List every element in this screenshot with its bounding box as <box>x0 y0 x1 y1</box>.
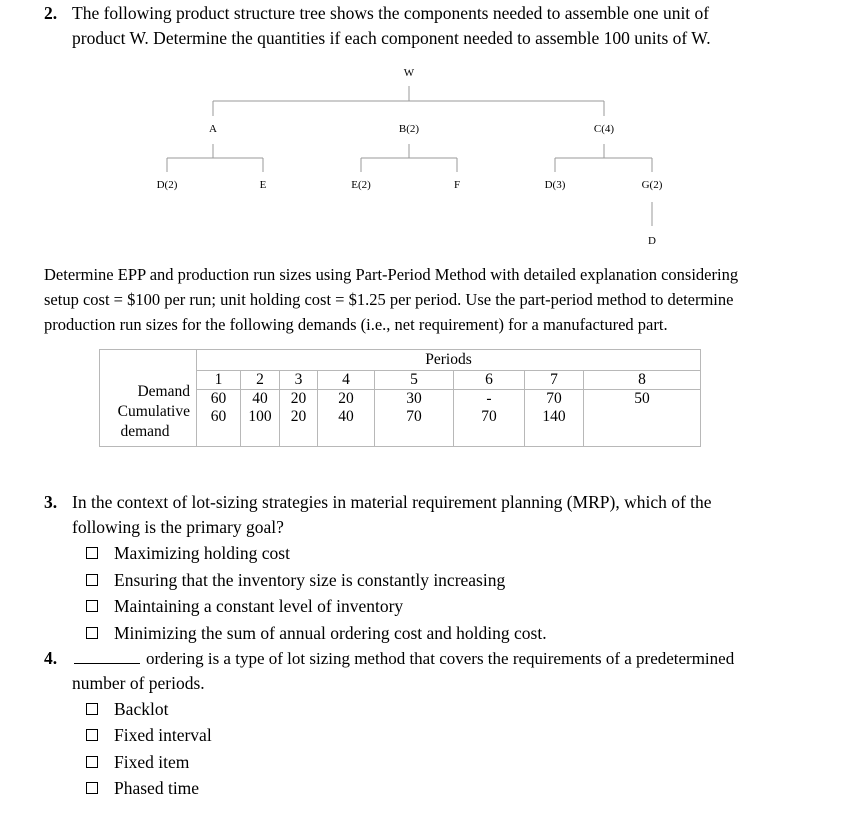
demand-cell: 20 <box>318 390 375 409</box>
question-3-line-2: following is the primary goal? <box>72 517 284 537</box>
checkbox[interactable] <box>86 782 98 794</box>
q4-option-3[interactable] <box>86 750 189 774</box>
checkbox[interactable] <box>86 574 98 586</box>
tree-node-b: B(2) <box>398 123 420 135</box>
epp-line-1: Determine EPP and production run sizes using Part-Period Method with detailed explanation considering <box>44 265 739 284</box>
q4-option-3-label: Fixed item <box>114 752 190 772</box>
demand-cell: 30 <box>375 390 454 409</box>
cumulative-cell <box>584 408 701 447</box>
cumulative-cell: 20 <box>280 408 318 447</box>
demand-cell: 20 <box>280 390 318 409</box>
q4-option-1[interactable] <box>86 697 168 721</box>
checkbox[interactable] <box>86 600 98 612</box>
q3-option-2-label: Ensuring that the inventory size is constantly increasing <box>114 570 506 590</box>
question-3 <box>44 490 712 515</box>
demand-label: Demand <box>137 383 190 400</box>
demand-cell: 70 <box>525 390 584 409</box>
question-4 <box>44 646 735 671</box>
question-4-line-1: ordering is a type of lot sizing method that covers the requirements of a predetermined <box>146 649 735 668</box>
checkbox[interactable] <box>86 703 98 715</box>
tree-node-g2: G(2) <box>641 179 663 191</box>
q4-option-2-label: Fixed interval <box>114 725 212 745</box>
q3-option-1-label: Maximizing holding cost <box>114 543 290 563</box>
period-cell: 4 <box>318 371 375 390</box>
cumulative-cell: 140 <box>525 408 584 447</box>
table-header-periods: Periods <box>197 350 701 371</box>
tree-node-d3: D(3) <box>544 179 566 191</box>
period-cell: 5 <box>375 371 454 390</box>
cumulative-cell: 60 <box>197 408 241 447</box>
question-4-number: 4. <box>44 648 58 668</box>
answer-blank[interactable] <box>74 647 140 664</box>
cumulative-cell: 70 <box>454 408 525 447</box>
question-2-line-2: product W. Determine the quantities if each component needed to assemble 100 units of W. <box>72 28 711 48</box>
tree-node-c: C(4) <box>593 123 615 135</box>
q3-option-3-label: Maintaining a constant level of inventory <box>114 596 404 616</box>
demand-cell: 50 <box>584 390 701 409</box>
question-3-line-1: In the context of lot-sizing strategies in material requirement planning (MRP), which of the <box>72 492 712 512</box>
q4-option-4[interactable] <box>86 776 199 800</box>
q3-option-4[interactable] <box>86 621 547 645</box>
cumulative-label-2: demand <box>120 423 170 440</box>
tree-node-e: E <box>259 179 267 191</box>
epp-line-2: setup cost = $100 per run; unit holding cost = $1.25 per period. Use the part-period method to determine <box>44 290 734 309</box>
demand-cell: - <box>454 390 525 409</box>
q4-option-1-label: Backlot <box>114 699 169 719</box>
period-cell: 2 <box>241 371 280 390</box>
q3-option-2[interactable] <box>86 568 505 592</box>
tree-node-a: A <box>209 123 217 135</box>
period-cell: 7 <box>525 371 584 390</box>
table-label-cell <box>100 350 197 447</box>
demand-cell: 40 <box>241 390 280 409</box>
q3-option-1[interactable] <box>86 541 290 565</box>
period-cell: 3 <box>280 371 318 390</box>
question-2-number: 2. <box>44 3 58 23</box>
question-4-line-2: number of periods. <box>72 673 205 693</box>
epp-line-3: production run sizes for the following demands (i.e., net requirement) for a manufactured part. <box>44 315 668 334</box>
period-cell: 6 <box>454 371 525 390</box>
tree-node-e2: E(2) <box>351 179 371 191</box>
demand-cell: 60 <box>197 390 241 409</box>
epp-paragraph <box>44 262 738 337</box>
period-cell: 1 <box>197 371 241 390</box>
question-2-line-1: The following product structure tree shows the components needed to assemble one unit of <box>72 3 710 23</box>
cumulative-cell: 40 <box>318 408 375 447</box>
checkbox[interactable] <box>86 756 98 768</box>
q3-option-4-label: Minimizing the sum of annual ordering cost and holding cost. <box>114 623 547 643</box>
cumulative-cell: 70 <box>375 408 454 447</box>
tree-node-w: W <box>403 67 415 79</box>
tree-node-d: D <box>648 235 656 247</box>
checkbox[interactable] <box>86 627 98 639</box>
cumulative-cell: 100 <box>241 408 280 447</box>
q3-option-3[interactable] <box>86 594 403 618</box>
demand-table <box>99 349 701 447</box>
checkbox[interactable] <box>86 547 98 559</box>
question-3-number: 3. <box>44 492 58 512</box>
tree-node-d2: D(2) <box>156 179 178 191</box>
q4-option-4-label: Phased time <box>114 778 200 798</box>
checkbox[interactable] <box>86 729 98 741</box>
period-cell: 8 <box>584 371 701 390</box>
cumulative-label: Cumulative <box>117 403 190 420</box>
tree-node-f: F <box>453 179 461 191</box>
q4-option-2[interactable] <box>86 723 212 747</box>
